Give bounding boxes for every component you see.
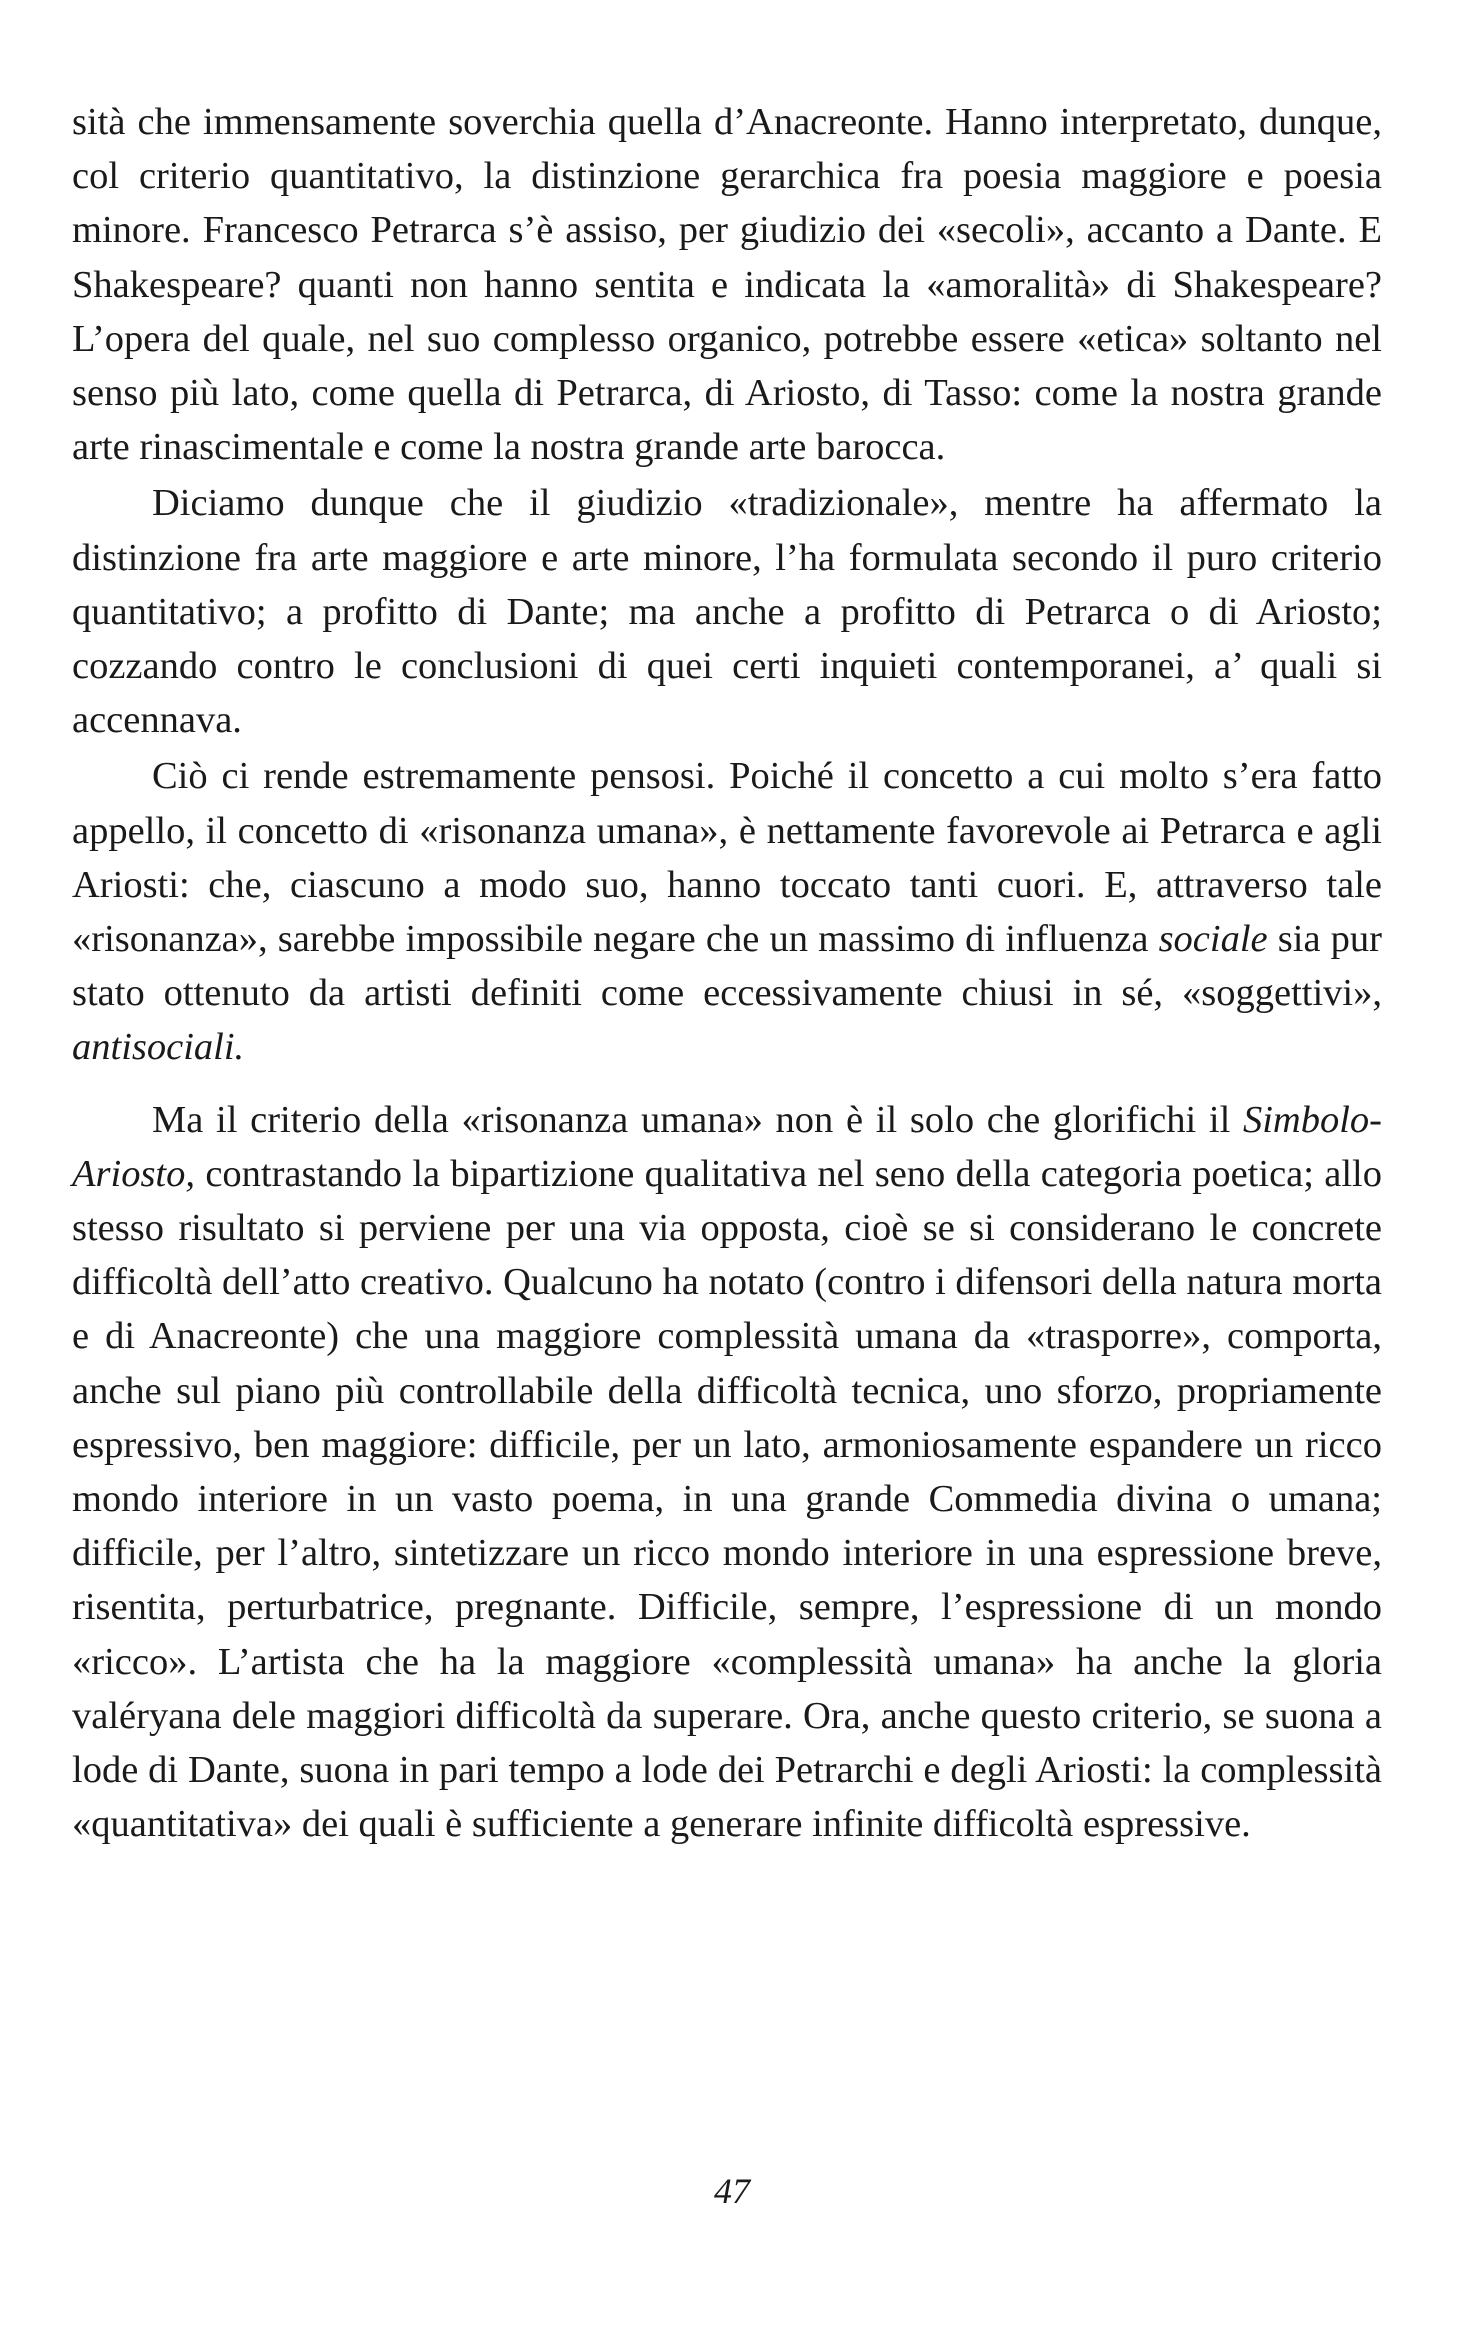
- paragraph-3-italic-sociale: sociale: [1158, 918, 1268, 961]
- paragraph-3: [72, 749, 1382, 1074]
- paragraph-3-italic-antisociali: antisociali.: [72, 1026, 245, 1069]
- paragraph-2-text: Diciamo dunque che il giudizio «tradizionale», mentre ha affermato la distinzione fra arte maggiore e arte minore, l’ha formulata secondo il puro criterio quantitativo; a profitto di Dante; ma anche a profitto di Petrarca o di Ariosto; cozzando contro le conclusioni di quei certi inquieti contemporanei, a’ quali si accennava.: [72, 482, 1382, 742]
- page-body: [72, 95, 1382, 1852]
- paragraph-4-italic-simbolo-ariosto: Simbolo-Ariosto,: [72, 1098, 1382, 1195]
- paragraph-4-text-a: Ma il criterio della «risonanza umana» non è il solo che glorifichi il: [152, 1098, 1243, 1141]
- page-number: 47: [714, 2171, 750, 2211]
- paragraph-4-text-b: contrastando la bipartizione qualitativa nel seno della categoria poetica; allo stesso risultato si perviene per una via opposta, cioè se si considerano le concrete difficoltà dell’atto creativo. Qualcuno ha notato (contro i difensori della natura morta e di Anacreonte) che una maggiore complessità umana da «trasporre», comporta, anche sul piano più controllabile della difficoltà tecnica, uno sforzo, propriamente espressivo, ben maggiore: difficile, per un lato, armoniosamente espandere un ricco mondo interiore in un vasto poema, in una grande Commedia divina o umana; difficile, per l’altro, sintetizzare un ricco mondo interiore in una espressione breve, risentita, perturbatrice, pregnante. Difficile, sempre, l’espressione di un mondo «ricco». L’artista che ha la maggiore «complessità umana» ha anche la gloria valéryana dele maggiori difficoltà da superare. Ora, anche questo criterio, se suona a lode di Dante, suona in pari tempo a lode dei Petrarchi e degli Ariosti: la complessità «quantitativa» dei quali è sufficiente a generare infinite difficoltà espressive.: [72, 1152, 1382, 1846]
- paragraph-1: [72, 95, 1382, 474]
- paragraph-2: [72, 476, 1382, 747]
- paragraph-1-text: sità che immensamente soverchia quella d’Anacreonte. Hanno interpretato, dunque, col criterio quantitativo, la distinzione gerarchica fra poesia maggiore e poesia minore. Francesco Petrarca s’è assiso, per giudizio dei «secoli», accanto a Dante. E Shakespeare? quanti non hanno sentita e indicata la «amoralità» di Shakespeare? L’opera del quale, nel suo complesso organico, potrebbe essere «etica» soltanto nel senso più lato, come quella di Petrarca, di Ariosto, di Tasso: come la nostra grande arte rinascimentale e come la nostra grande arte barocca.: [72, 101, 1382, 469]
- paragraph-3-text-a: Ciò ci rende estremamente pensosi. Poiché il concetto a cui molto s’era fatto appello, il concetto di «risonanza umana», è nettamente favorevole ai Petrarca e agli Ariosti: che, ciascuno a modo suo, hanno toccato tanti cuori. E, attraverso tale «risonanza», sarebbe impossibile negare che un massimo di influenza: [72, 755, 1382, 961]
- paragraph-3-text-b: sia pur stato ottenuto da artisti definiti come eccessivamente chiusi in sé, «soggettivi»,: [72, 918, 1383, 1015]
- paragraph-4: [72, 1093, 1382, 1852]
